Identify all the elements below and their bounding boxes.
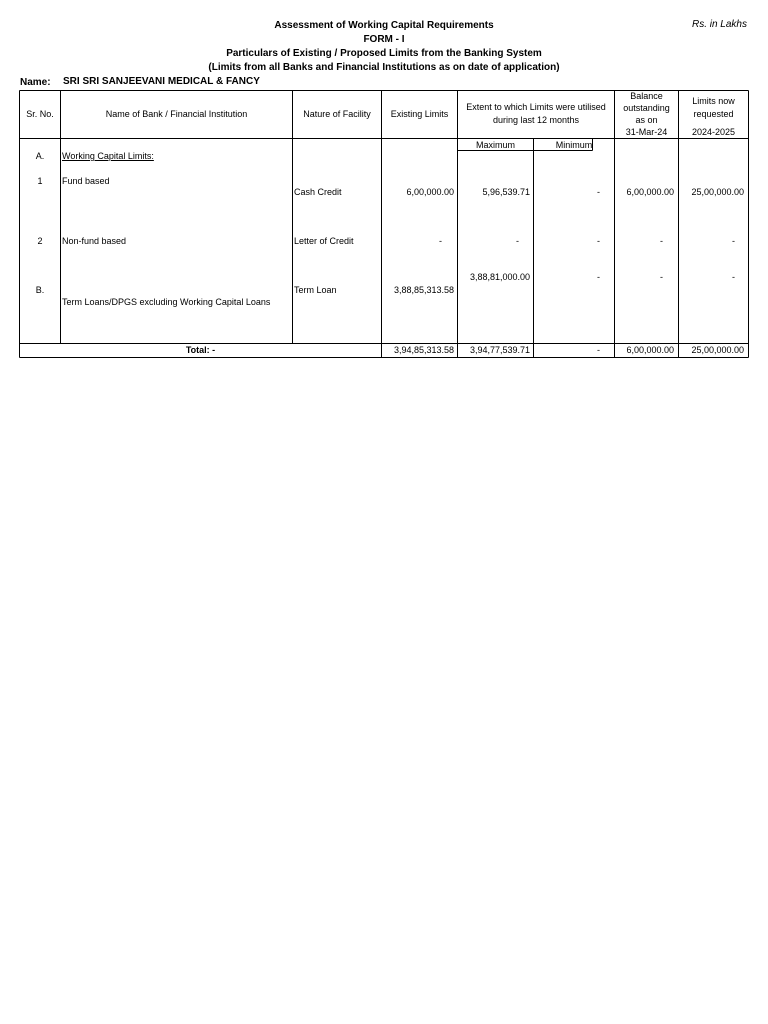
row-requested: 25,00,000.00 [691, 187, 744, 197]
row-minimum: - [597, 236, 600, 246]
total-requested: 25,00,000.00 [691, 345, 744, 355]
col-balance-line4: 31-Mar-24 [625, 127, 668, 137]
total-label: Total: - [185, 345, 216, 355]
total-balance: 6,00,000.00 [626, 345, 674, 355]
row-facility: Term Loan [294, 285, 337, 295]
row-minimum: - [597, 272, 600, 282]
row-requested: - [732, 272, 735, 282]
applicant-name: SRI SRI SANJEEVANI MEDICAL & FANCY [63, 76, 260, 87]
col-balance-line2: outstanding [623, 103, 670, 113]
name-label: Name: [20, 77, 51, 88]
row-maximum: - [516, 236, 519, 246]
col-requested-line3: 2024-2025 [691, 127, 736, 137]
row-balance: - [660, 272, 663, 282]
col-extent-line1: Extent to which Limits were utilised [466, 102, 606, 112]
row-bank-name: Fund based [62, 176, 110, 186]
section-a-sr: A. [35, 151, 45, 161]
row-sr: 1 [37, 176, 43, 186]
col-balance-line3: as on [635, 115, 658, 125]
row-bank-name: Term Loans/DPGS excluding Working Capital Loans [62, 297, 271, 307]
col-maximum: Maximum [475, 140, 515, 150]
form-label: FORM - I [363, 34, 405, 45]
col-requested-line1: Limits now [692, 96, 735, 106]
row-existing: - [439, 236, 442, 246]
col-sr-no: Sr. No. [26, 109, 54, 119]
row-facility: Cash Credit [294, 187, 342, 197]
col-facility: Nature of Facility [303, 109, 371, 119]
report-subtitle: Particulars of Existing / Proposed Limits from the Banking System [226, 48, 542, 59]
col-existing: Existing Limits [390, 109, 449, 119]
col-balance-line1: Balance [630, 91, 663, 101]
unit-label: Rs. in Lakhs [691, 19, 747, 30]
col-bank: Name of Bank / Financial Institution [105, 109, 248, 119]
col-minimum: Minimum [555, 140, 593, 150]
row-balance: 6,00,000.00 [626, 187, 674, 197]
col-extent-line2: during last 12 months [492, 115, 580, 125]
row-sr: 2 [37, 236, 43, 246]
total-maximum: 3,94,77,539.71 [469, 345, 530, 355]
row-existing: 3,88,85,313.58 [393, 285, 454, 295]
total-minimum: - [597, 345, 600, 355]
report-note: (Limits from all Banks and Financial Institutions as on date of application) [208, 62, 560, 73]
row-requested: - [732, 236, 735, 246]
col-requested-line2: requested [693, 109, 734, 119]
row-sr: B. [35, 285, 45, 295]
report-title: Assessment of Working Capital Requirements [274, 20, 494, 31]
row-existing: 6,00,000.00 [406, 187, 454, 197]
row-bank-name: Non-fund based [62, 236, 127, 246]
row-minimum: - [597, 187, 600, 197]
row-balance: - [660, 236, 663, 246]
total-existing: 3,94,85,313.58 [393, 345, 454, 355]
row-facility: Letter of Credit [294, 236, 354, 246]
row-maximum: 5,96,539.71 [482, 187, 530, 197]
section-a-label: Working Capital Limits: [62, 151, 154, 161]
row-maximum: 3,88,81,000.00 [469, 272, 530, 282]
